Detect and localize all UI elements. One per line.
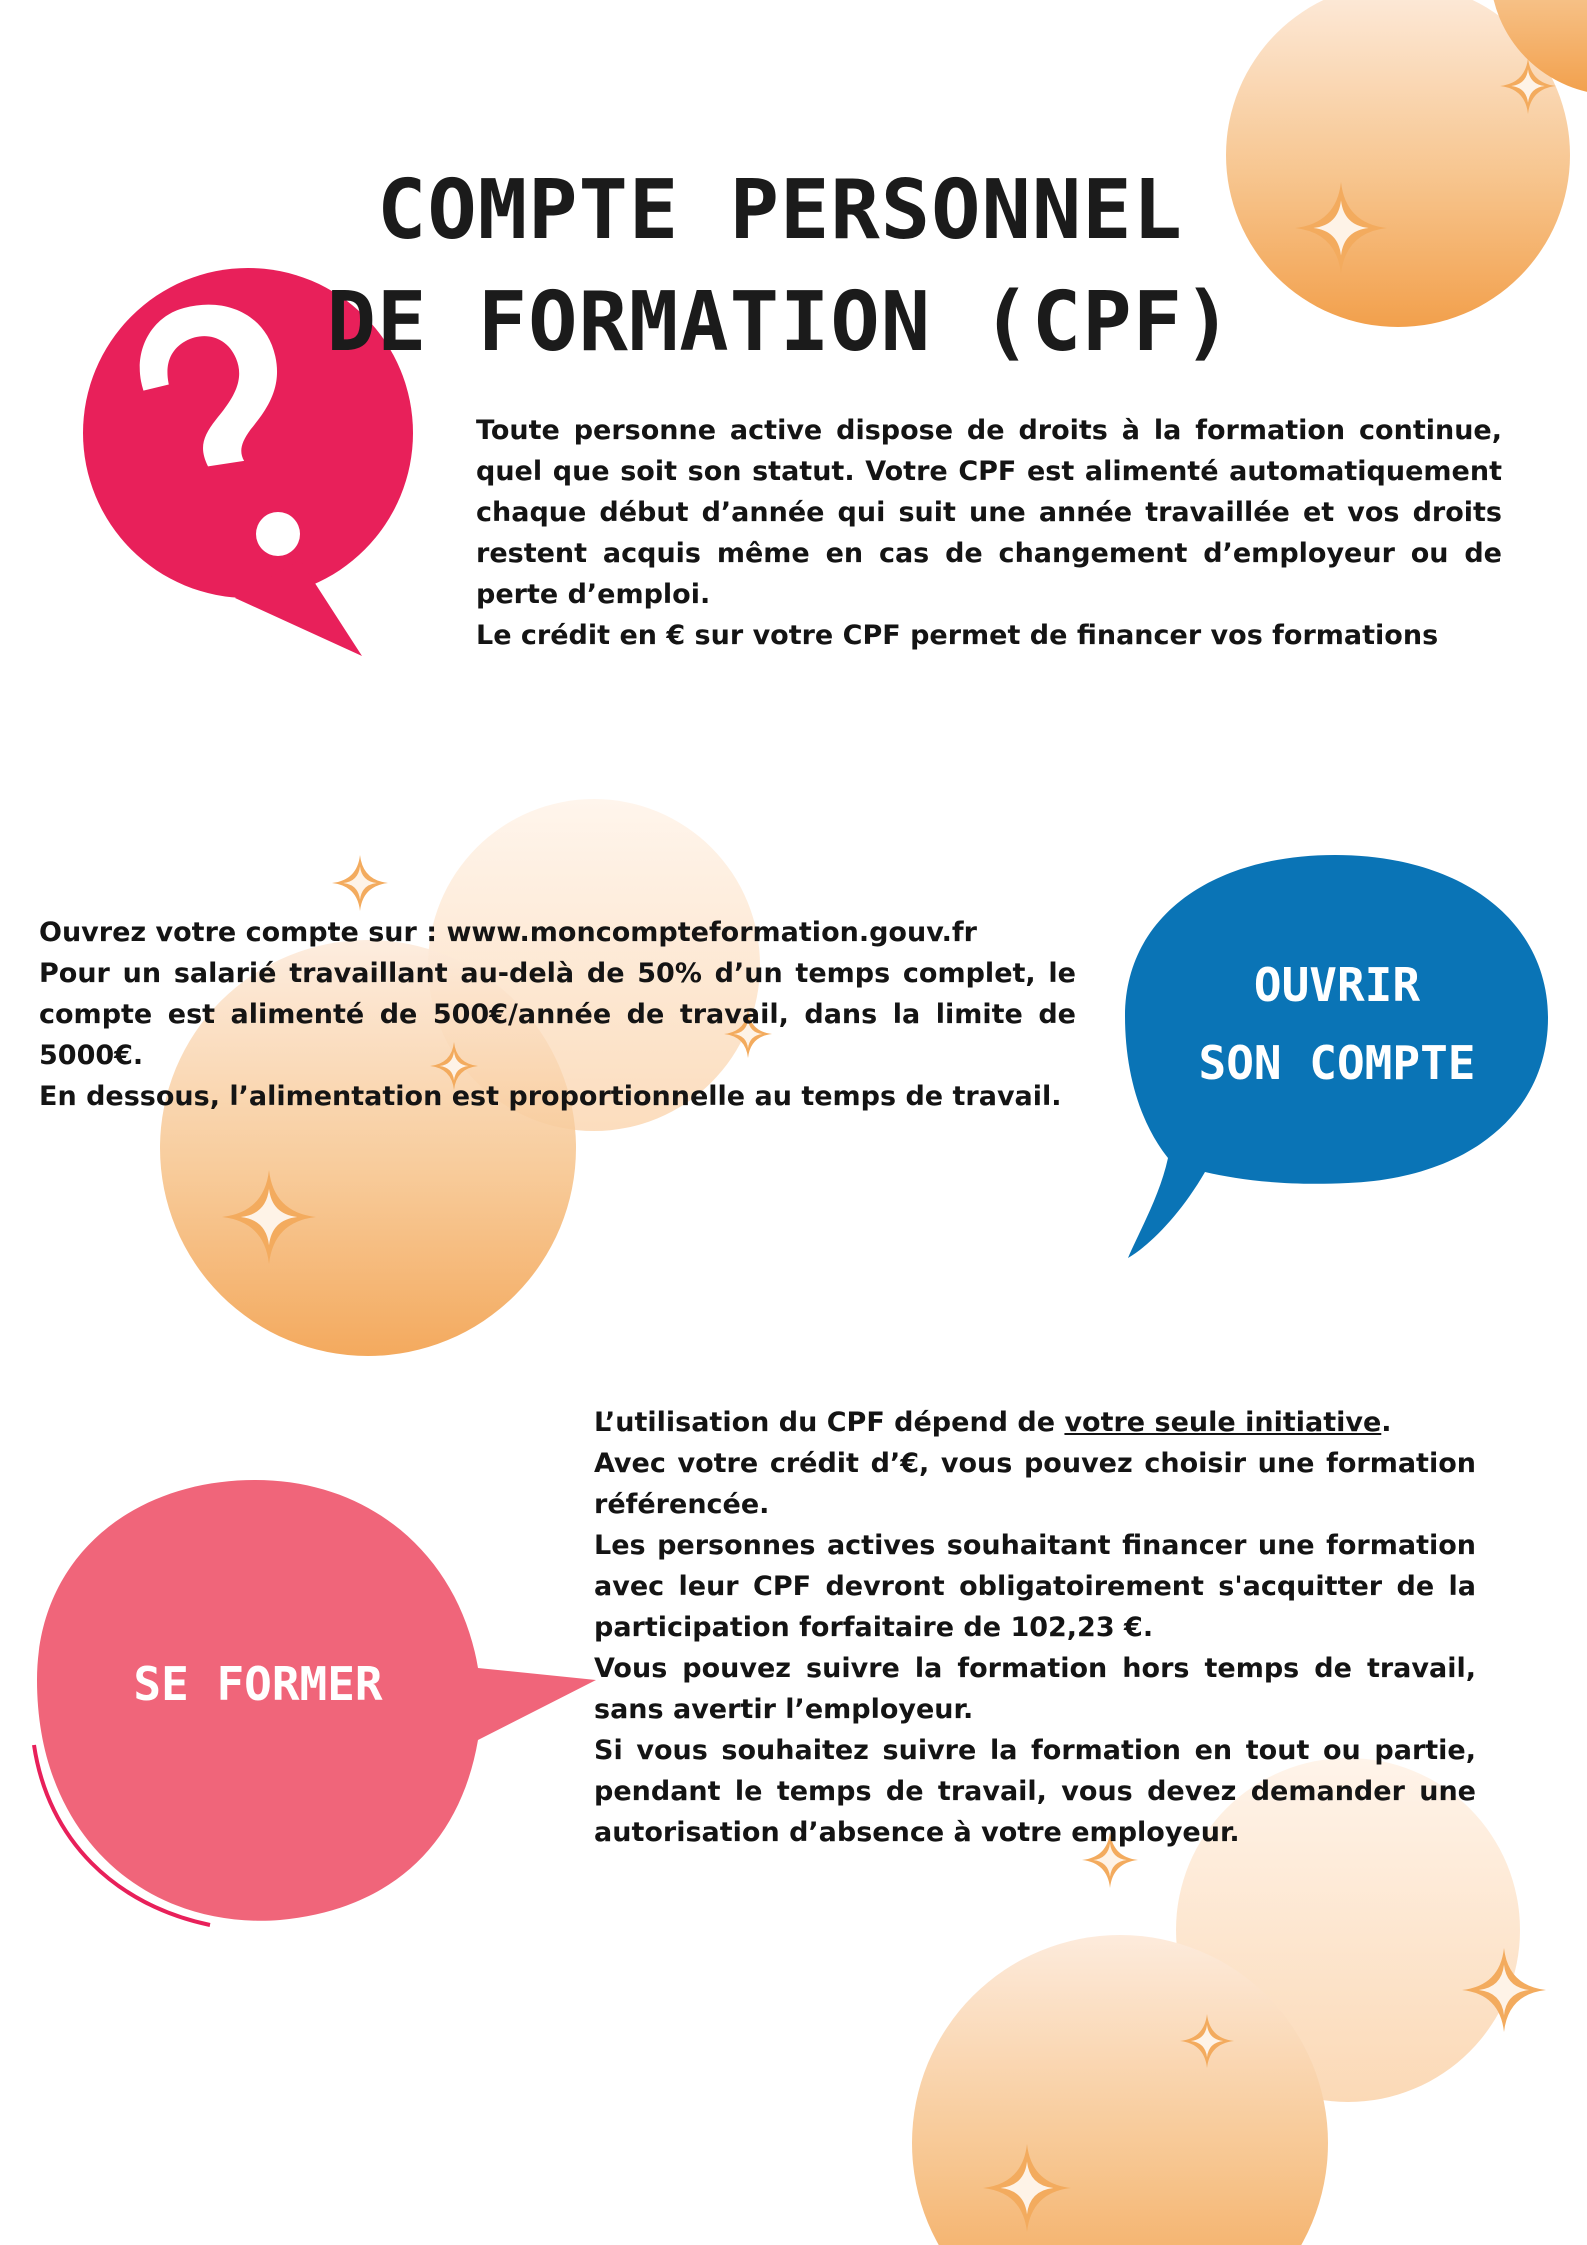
training-p1-after: .	[1381, 1407, 1392, 1438]
open-account-salarie: Pour un salarié travaillant au-delà de 50% d’un temps complet, le compte est alimenté de 500€/année de travail, dans la limite de 5000€.	[39, 958, 1076, 1071]
training-initiative-underlined: votre seule initiative	[1064, 1407, 1382, 1438]
open-account-section	[39, 912, 1076, 1117]
training-p1-before: L’utilisation du CPF dépend de	[594, 1407, 1056, 1438]
training-bubble-label: SE FORMER	[133, 1657, 383, 1711]
training-p2: Avec votre crédit d’€, vous pouvez choisir une formation référencée.	[594, 1448, 1476, 1520]
open-account-bubble-label	[1152, 946, 1522, 1102]
intro-section	[476, 410, 1502, 656]
page-title	[280, 155, 1280, 379]
training-p4: Vous pouvez suivre la formation hors temps de travail, sans avertir l’employeur.	[594, 1653, 1476, 1725]
intro-body: Toute personne active dispose de droits à la formation continue, quel que soit son statut. Votre CPF est alimenté automatiquement chaque début d’année qui suit une année travaillée et vos droits restent acquis même en cas de changement d’employeur ou de perte d’emploi.	[476, 415, 1502, 610]
open-account-website: Ouvrez votre compte sur : www.moncompteformation.gouv.fr	[39, 917, 977, 948]
open-account-bubble-line-2: SON COMPTE	[1198, 1036, 1476, 1090]
training-section	[594, 1402, 1476, 1853]
page-title-line-2: DE FORMATION (CPF)	[326, 274, 1234, 370]
training-p1	[594, 1402, 1476, 1443]
training-p3: Les personnes actives souhaitant financer une formation avec leur CPF devront obligatoirement s'acquitter de la participation forfaitaire de 102,23 €.	[594, 1530, 1476, 1643]
sparkle-icon	[332, 855, 388, 911]
page-title-line-1: COMPTE PERSONNEL	[377, 162, 1183, 258]
training-p5: Si vous souhaitez suivre la formation en tout ou partie, pendant le temps de travail, vous devez demander une autorisation d’absence à votre employeur.	[594, 1735, 1476, 1848]
open-account-dessous: En dessous, l’alimentation est proportionnelle au temps de travail.	[39, 1081, 1062, 1112]
intro-credit: Le crédit en € sur votre CPF permet de financer vos formations	[476, 620, 1439, 651]
open-account-bubble-line-1: OUVRIR	[1253, 958, 1421, 1012]
